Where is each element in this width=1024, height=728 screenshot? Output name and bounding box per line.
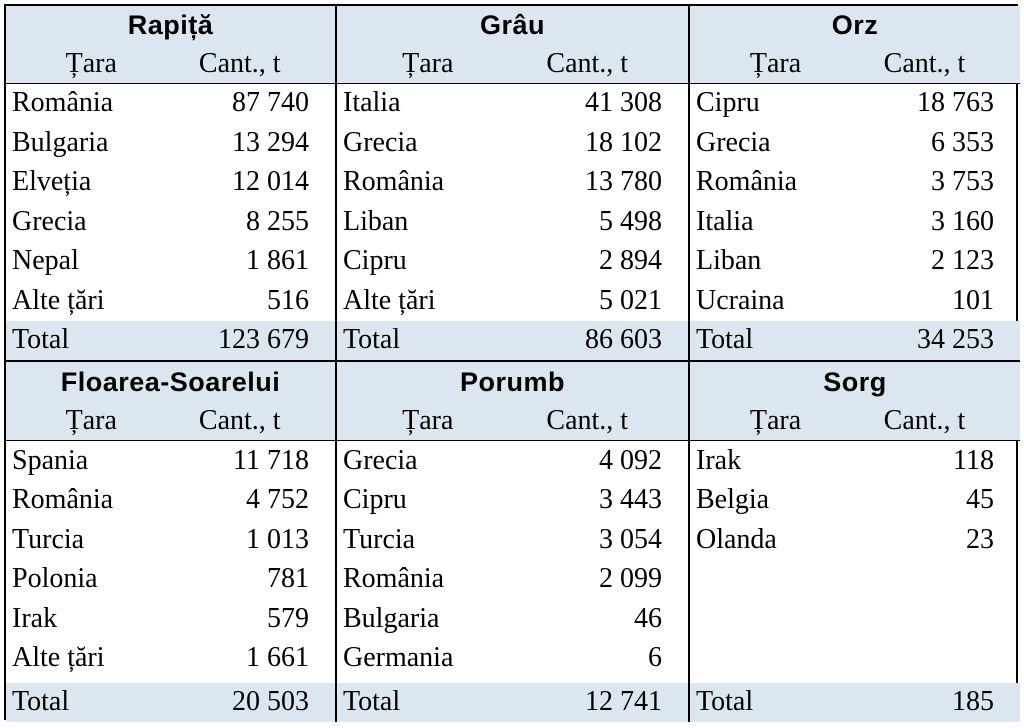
column-header-country: Țara [402,47,454,79]
cell-country: România [343,563,445,595]
cell-qty: 2 894 [599,245,662,277]
cell-country: Grecia [12,205,87,237]
column-header-row [6,45,335,83]
total-label: Total [696,324,754,356]
total-label: Total [696,686,754,718]
table-row [6,560,335,600]
cell-country: Cipru [343,245,407,277]
total-row [337,321,688,361]
cell-qty: 13 780 [585,166,662,198]
table-row [6,242,335,282]
column-header-row [690,402,1020,441]
table-row [690,481,1020,521]
cell-country: Elveția [12,166,92,198]
table-row [337,520,688,560]
cell-country: Grecia [696,126,771,158]
cell-country: Italia [343,87,401,119]
total-value: 185 [952,686,994,718]
column-header-country: Țara [65,47,117,79]
cell-qty: 3 054 [599,523,662,555]
cell-country: Bulgaria [12,126,109,158]
cell-country: Italia [696,205,754,237]
table-row [6,481,335,521]
cell-qty: 4 752 [246,484,309,516]
table-row [337,123,688,163]
cell-qty: 45 [966,484,994,516]
table-block-floarea-soarelui [6,362,337,722]
block-title: Floarea-Soarelui [6,362,335,402]
cell-qty: 2 123 [931,245,994,277]
cell-country: Alte țări [343,284,436,316]
table-row [6,123,335,163]
table-row [337,639,688,679]
table-row [690,202,1020,242]
total-row [6,683,335,723]
column-header-row [337,402,688,441]
cell-qty: 18 763 [917,87,994,119]
total-label: Total [343,324,401,356]
cell-country: Turcia [12,523,85,555]
table-row [690,123,1020,163]
table-row [690,560,1020,600]
cell-qty: 1 861 [246,245,309,277]
cell-country: România [12,484,114,516]
cell-qty: 46 [634,602,662,634]
cell-qty: 6 [648,642,662,674]
cell-qty: 41 308 [585,87,662,119]
cell-country: Belgia [696,484,770,516]
table-row [690,84,1020,124]
table-row [690,281,1020,321]
cell-qty: 6 353 [931,126,994,158]
column-header-country: Țara [749,405,802,436]
cell-qty: 13 294 [232,126,309,158]
cell-country: Alte țări [12,284,105,316]
table-row [6,639,335,679]
cell-country: Ucraina [696,284,785,316]
table-row [337,242,688,282]
cell-qty: 3 753 [931,166,994,198]
cell-country: Nepal [12,245,79,277]
column-header-qty: Cant., t [883,405,966,436]
table-row [337,441,688,481]
total-label: Total [343,686,401,718]
cell-country: Spania [12,444,89,476]
total-label: Total [12,324,70,356]
block-title: Grâu [337,6,688,45]
column-header-country: Țara [65,405,117,436]
cell-country: Turcia [343,523,416,555]
cell-country: Cipru [696,87,760,119]
cell-qty: 8 255 [246,205,309,237]
table-row [6,163,335,203]
total-label: Total [12,686,70,718]
block-title: Sorg [690,362,1020,402]
cell-qty: 23 [966,523,994,555]
cell-qty: 3 160 [931,205,994,237]
column-header-qty: Cant., t [546,405,629,436]
total-value: 12 741 [585,686,662,718]
cell-qty: 3 443 [599,484,662,516]
column-header-qty: Cant., t [198,47,281,79]
column-header-row [6,402,335,441]
cell-country: România [343,166,445,198]
cell-qty: 12 014 [232,166,309,198]
table-row [6,599,335,639]
table-row [6,84,335,124]
block-title: Orz [690,6,1020,45]
column-header-qty: Cant., t [198,405,281,436]
cell-qty: 781 [267,563,309,595]
cell-country: Irak [12,602,58,634]
cell-country: Olanda [696,523,777,555]
cell-qty: 11 718 [233,444,309,476]
table-row [6,281,335,321]
table-block-sorg [690,362,1020,722]
cell-country: Polonia [12,563,98,595]
cell-qty: 5 498 [599,205,662,237]
table-row [6,202,335,242]
column-header-qty: Cant., t [883,47,966,79]
table-row [690,599,1020,639]
cell-qty: 2 099 [599,563,662,595]
total-value: 86 603 [585,324,662,356]
table-row [337,481,688,521]
column-header-row [337,45,688,83]
cell-country: Alte țări [12,642,105,674]
table-block-porumb [337,362,690,722]
total-value: 20 503 [232,686,309,718]
table-row [337,281,688,321]
table-block-grau [337,6,690,362]
total-row [337,683,688,723]
cell-country: România [12,87,114,119]
cell-country: Germania [343,642,454,674]
table-row [690,163,1020,203]
table-row [690,520,1020,560]
cell-country: Liban [696,245,762,277]
cell-qty: 87 740 [232,87,309,119]
table-row [690,441,1020,481]
table-row [690,242,1020,282]
cell-qty: 18 102 [585,126,662,158]
column-header-country: Țara [402,405,454,436]
cell-country: Irak [696,444,742,476]
cell-country: Grecia [343,126,418,158]
cell-country: Bulgaria [343,602,440,634]
cell-country: Cipru [343,484,407,516]
cell-qty: 1 013 [246,523,309,555]
table-block-orz [690,6,1020,362]
total-value: 123 679 [218,324,309,356]
cell-country: Grecia [343,444,418,476]
column-header-country: Țara [749,47,802,79]
table-row [337,599,688,639]
table-row [337,202,688,242]
table-row [690,639,1020,679]
total-row [690,321,1020,361]
table-row [337,163,688,203]
column-header-row [690,45,1020,83]
cell-country: Liban [343,205,409,237]
table-block-rapita [6,6,337,362]
cell-qty: 101 [952,284,994,316]
total-value: 34 253 [917,324,994,356]
cell-qty: 579 [267,602,309,634]
total-row [690,683,1020,723]
export-tables-grid [4,4,1018,720]
total-row [6,321,335,361]
cell-qty: 5 021 [599,284,662,316]
column-header-qty: Cant., t [546,47,629,79]
cell-qty: 4 092 [599,444,662,476]
table-row [337,84,688,124]
cell-qty: 516 [267,284,309,316]
table-row [6,441,335,481]
block-title: Rapiță [6,6,335,45]
cell-country: România [696,166,798,198]
table-row [337,560,688,600]
cell-qty: 1 661 [246,642,309,674]
block-title: Porumb [337,362,688,402]
table-row [6,520,335,560]
cell-qty: 118 [953,444,994,476]
